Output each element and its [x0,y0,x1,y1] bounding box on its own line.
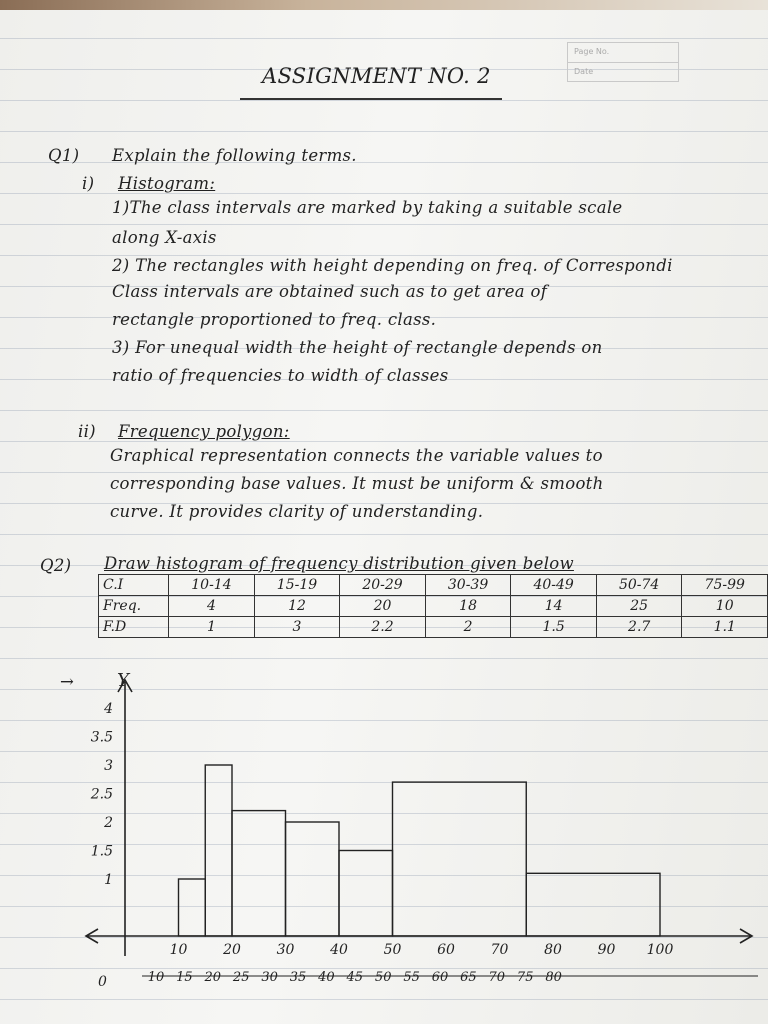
x-scale-label: 20 [204,970,222,985]
table-cell: 2.7 [596,617,682,638]
frequency-polygon-heading: Frequency polygon: [118,422,290,441]
table-cell: 10 [682,596,768,617]
x-tick-label: 100 [646,942,674,958]
table-cell: 15-19 [254,575,340,596]
q1-label: Q1) [48,146,80,165]
x-scale-label: 10 [147,970,165,985]
x-scale-label: 55 [403,970,420,985]
y-tick-label: 1 [104,872,113,888]
x-tick-label: 40 [330,942,348,958]
y-tick-label: 2 [104,815,113,831]
page-no-label: Page No. [574,47,610,56]
q2-prompt: Draw histogram of frequency distribution given below [104,554,574,573]
table-cell: 4 [169,596,255,617]
table-cell: 40-49 [511,575,597,596]
x-scale-label: 75 [516,970,534,985]
table-cell: 10-14 [169,575,255,596]
bars-group [179,765,661,936]
table-cell: 14 [511,596,597,617]
x-scale-label: 80 [545,970,562,985]
histogram-line-3: 2) The rectangles with height depending on freq. of Correspondi [112,256,673,275]
histogram-bar-4 [286,822,340,936]
q2-label: Q2) [40,556,72,575]
table-row-freq [99,596,768,617]
table-cell: 1 [169,617,255,638]
q1-prompt: Explain the following terms. [112,146,357,165]
histogram-line-1: 1)The class intervals are marked by taking a suitable scale [112,198,623,217]
histogram-chart [0,660,768,1024]
table-row-ci [99,575,768,596]
x-scale-label: 40 [318,970,335,985]
histogram-bar-2 [205,765,232,936]
x-scale-label: 30 [261,970,278,985]
histogram-bar-1 [179,879,206,936]
polygon-line-2: corresponding base values. It must be uniform & smooth [110,474,604,493]
histogram-bar-6 [393,782,527,936]
histogram-line-7: ratio of frequencies to width of classes [112,366,449,385]
table-cell: 12 [254,596,340,617]
histogram-line-4: Class intervals are obtained such as to get area of [112,282,548,301]
x-tick-label: 70 [490,942,509,958]
x-tick-label: 50 [383,942,402,958]
histogram-heading: Histogram: [118,174,216,193]
x-tick-label: 30 [276,942,295,958]
table-cell: 75-99 [682,575,768,596]
y-tick-label: 3.5 [90,729,113,746]
table-row-fd [99,617,768,638]
origin-label: 0 [98,974,107,990]
x-scale-label: 70 [488,970,506,985]
y-tick-label: 2.5 [90,786,113,803]
histogram-line-5: rectangle proportioned to freq. class. [112,310,437,329]
y-tick-label: 4 [104,701,113,717]
x-scale-label: 25 [232,970,250,985]
histogram-bar-5 [339,851,393,937]
x-scale-label: 50 [374,970,392,985]
table-cell: 3 [254,617,340,638]
histogram-line-2: along X-axis [112,228,217,247]
x-scale-label: 65 [460,970,477,985]
y-tick-label: 1.5 [90,843,113,860]
q1-part2-label: ii) [78,422,96,441]
table-cell: 18 [425,596,511,617]
y-tick-label: 3 [104,758,113,774]
table-cell: 1.5 [511,617,597,638]
frequency-table [98,574,768,638]
title-underline [240,98,502,100]
table-cell: 20-29 [340,575,426,596]
answer-arrow-icon: → [60,672,75,691]
x-tick-label: 20 [223,942,241,958]
page-date-box [567,42,679,82]
date-label: Date [568,62,678,80]
table-cell: 2.2 [340,617,426,638]
table-cell: 1.1 [682,617,768,638]
page-title: ASSIGNMENT NO. 2 [262,64,491,88]
y-axis-letter: Y [117,670,129,691]
row-header-freq: Freq. [99,596,169,617]
row-header-fd: F.D [99,617,169,638]
table-cell: 50-74 [596,575,682,596]
polygon-line-1: Graphical representation connects the variable values to [110,446,603,465]
x-scale-label: 15 [176,970,193,985]
x-tick-label: 10 [169,942,188,958]
x-scale-label: 35 [289,970,307,985]
polygon-line-3: curve. It provides clarity of understanding. [110,502,484,521]
labels-group [90,670,758,990]
table-edge [0,0,768,10]
histogram-bar-3 [232,811,286,936]
q1-part1-label: i) [82,174,95,193]
axes-group [86,680,752,956]
x-tick-label: 80 [544,942,562,958]
table-cell: 30-39 [425,575,511,596]
row-header-ci: C.I [99,575,169,596]
table-cell: 20 [340,596,426,617]
histogram-bar-7 [526,873,660,936]
x-scale-label: 60 [431,970,449,985]
x-tick-label: 90 [597,942,616,958]
x-scale-label: 45 [346,970,364,985]
histogram-line-6: 3) For unequal width the height of rectangle depends on [112,338,603,357]
x-tick-label: 60 [437,942,455,958]
table-cell: 25 [596,596,682,617]
table-cell: 2 [425,617,511,638]
